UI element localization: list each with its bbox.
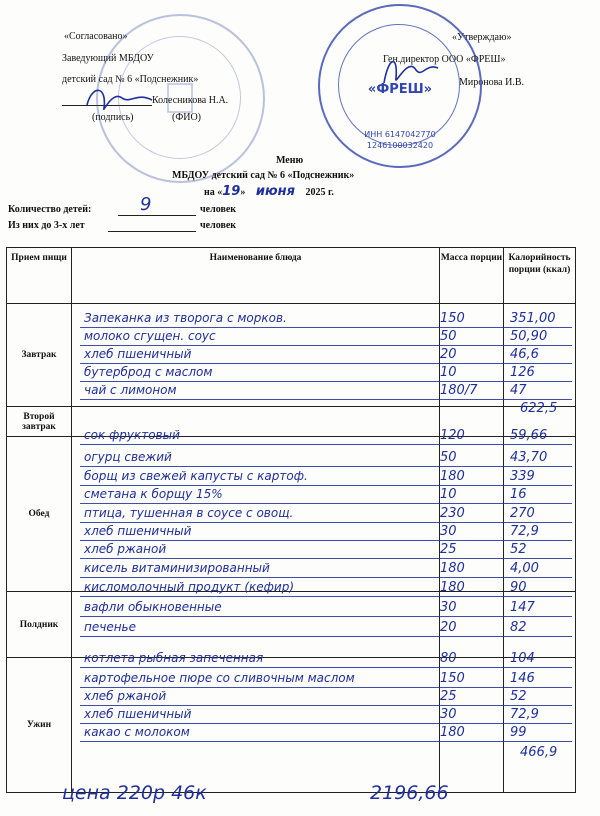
dish-kcal: 59,66	[510, 428, 548, 443]
under3-label: Из них до 3-х лет	[8, 220, 85, 231]
underline	[80, 558, 572, 559]
dish-mass: 30	[440, 707, 457, 722]
meal-breakfast: Завтрак	[7, 304, 72, 407]
table-header	[7, 248, 576, 304]
footer-price: цена 220р 46к	[62, 782, 207, 804]
underline	[80, 466, 572, 467]
meal-dinner: Ужин	[7, 658, 72, 793]
dish-mass: 30	[440, 524, 457, 539]
dish-name: бутерброд с маслом	[84, 365, 213, 379]
dish-kcal: 82	[510, 620, 527, 635]
under3-unit: человек	[200, 220, 237, 231]
dish-kcal: 52	[510, 689, 527, 704]
dish-name: Запеканка из творога с морков.	[84, 311, 287, 325]
underline	[80, 687, 572, 688]
dish-kcal: 43,70	[510, 450, 548, 465]
children-count-label: Количество детей:	[8, 204, 92, 215]
underline	[80, 723, 572, 724]
meal-total: 466,9	[520, 745, 558, 760]
dish-name: сок фруктовый	[84, 428, 180, 442]
dish-name: огурц свежий	[84, 450, 172, 464]
dish-kcal: 99	[510, 725, 527, 740]
dish-mass: 180	[440, 561, 465, 576]
dish-name: котлета рыбная запеченная	[84, 651, 264, 665]
seal-inn: ИНН 6147042770	[364, 130, 436, 139]
underline	[80, 741, 572, 742]
dish-kcal: 46,6	[510, 347, 539, 362]
underline	[80, 522, 572, 523]
menu-subtitle: МБДОУ детский сад № 6 «Подснежник»	[172, 170, 355, 181]
dish-mass: 50	[440, 450, 457, 465]
dish-name: птица, тушенная в соусе с овощ.	[84, 506, 294, 520]
dish-name: молоко сгущен. соус	[84, 329, 216, 343]
approved-title: «Утверждаю»	[452, 32, 512, 43]
agreed-title: «Согласовано»	[64, 31, 128, 42]
dish-kcal: 50,90	[510, 329, 548, 344]
dish-mass: 25	[440, 542, 457, 557]
underline	[80, 616, 572, 617]
dish-name: какао с молоком	[84, 725, 190, 739]
date-day: 19	[222, 184, 241, 199]
dish-name: хлеб пшеничный	[84, 524, 192, 538]
underline	[80, 381, 572, 382]
dish-name: кисель витаминизированный	[84, 561, 270, 575]
dish-name: хлеб пшеничный	[84, 707, 192, 721]
dish-mass: 20	[440, 620, 457, 635]
header-dish: Наименование блюда	[72, 248, 440, 304]
seal-ogrn: 1246100032420	[366, 141, 434, 150]
dish-kcal: 270	[510, 506, 535, 521]
dish-name: вафли обыкновенные	[84, 600, 222, 614]
dish-mass: 50	[440, 329, 457, 344]
children-count-value: 9	[140, 194, 152, 215]
underline	[80, 540, 572, 541]
dish-name: кисломолочный продукт (кефир)	[84, 580, 295, 594]
dish-name: чай с лимоном	[84, 383, 177, 397]
underline	[80, 399, 572, 400]
dish-kcal: 47	[510, 383, 527, 398]
dish-mass: 10	[440, 365, 457, 380]
dish-name: хлеб ржаной	[84, 542, 167, 556]
dish-mass: 180/7	[440, 383, 478, 398]
dish-kcal: 90	[510, 580, 527, 595]
agreed-position: Заведующий МБДОУ	[62, 53, 154, 64]
dish-mass: 180	[440, 725, 465, 740]
dish-kcal: 126	[510, 365, 535, 380]
dish-mass: 10	[440, 487, 457, 502]
dish-mass: 120	[440, 428, 465, 443]
dish-name: хлеб ржаной	[84, 689, 167, 703]
dish-kcal: 104	[510, 651, 535, 666]
agreed-fio-caption: (ФИО)	[172, 112, 202, 123]
header-meal: Прием пищи	[7, 248, 72, 304]
children-count-line	[118, 215, 196, 216]
seal-center-text: «ФРЕШ»	[367, 82, 433, 97]
footer-total: 2196,66	[370, 782, 449, 804]
dish-kcal: 351,00	[510, 311, 556, 326]
dish-kcal: 16	[510, 487, 527, 502]
children-count-unit: человек	[200, 204, 237, 215]
dish-name: сметана к борщу 15%	[84, 487, 223, 501]
agreed-name: Колесникова Н.А.	[152, 95, 229, 106]
dish-mass: 150	[440, 671, 465, 686]
dish-mass: 30	[440, 600, 457, 615]
underline	[80, 503, 572, 504]
dish-kcal: 4,00	[510, 561, 539, 576]
underline	[80, 596, 572, 597]
dish-mass: 230	[440, 506, 465, 521]
meal-total: 622,5	[520, 401, 558, 416]
dish-name: печенье	[84, 620, 137, 634]
dish-mass: 80	[440, 651, 457, 666]
meal-lunch: Обед	[7, 437, 72, 592]
underline	[80, 327, 572, 328]
underline	[80, 485, 572, 486]
approved-position: Ген.директор ООО «ФРЕШ»	[383, 54, 506, 65]
meal-second-breakfast: Второй завтрак	[7, 407, 72, 437]
underline	[80, 705, 572, 706]
dish-mass: 25	[440, 689, 457, 704]
header-mass: Масса порции	[440, 248, 504, 304]
dish-kcal: 52	[510, 542, 527, 557]
agreed-signature	[82, 80, 162, 120]
underline	[80, 444, 572, 445]
underline	[80, 363, 572, 364]
underline	[80, 577, 572, 578]
dish-name: борщ из свежей капусты с картоф.	[84, 469, 308, 483]
meal-snack: Полдник	[7, 592, 72, 658]
dish-name: картофельное пюре со сливочным маслом	[84, 671, 355, 685]
header-kcal: Калорийность порции (ккал)	[504, 248, 576, 304]
dish-kcal: 339	[510, 469, 535, 484]
underline	[80, 636, 572, 637]
date-month: июня	[255, 184, 295, 199]
approved-signature	[376, 48, 446, 93]
dish-kcal: 146	[510, 671, 535, 686]
dish-mass: 180	[440, 469, 465, 484]
approved-name: Миронова И.В.	[459, 77, 525, 88]
dish-mass: 150	[440, 311, 465, 326]
dish-kcal: 147	[510, 600, 535, 615]
under3-line	[108, 231, 196, 232]
dish-mass: 20	[440, 347, 457, 362]
menu-title: Меню	[276, 155, 304, 166]
agreed-org: детский сад № 6 «Подснежник»	[62, 74, 199, 85]
agreed-sign-caption: (подпись)	[92, 112, 134, 123]
underline	[80, 345, 572, 346]
dish-kcal: 72,9	[510, 707, 539, 722]
underline	[80, 667, 572, 668]
dish-mass: 180	[440, 580, 465, 595]
dish-name: хлеб пшеничный	[84, 347, 192, 361]
menu-date: на «19» июня 2025 г.	[204, 184, 334, 199]
dish-kcal: 72,9	[510, 524, 539, 539]
